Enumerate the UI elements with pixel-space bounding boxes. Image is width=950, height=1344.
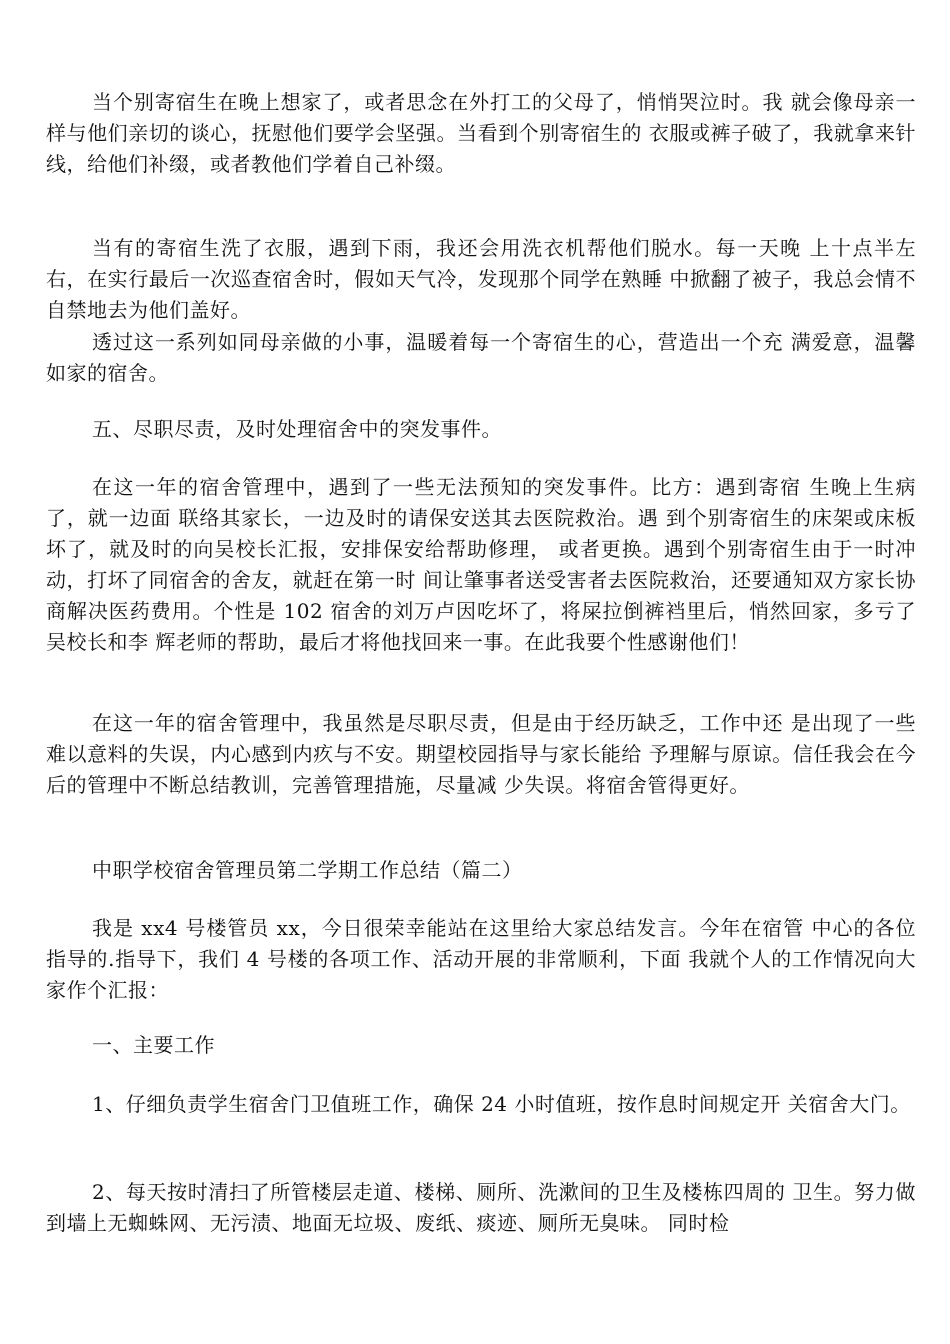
document-subtitle-part-two: 中职学校宿舍管理员第二学期工作总结（篇二）: [92, 858, 523, 882]
paragraph-warm-dormitory: 透过这一系列如同母亲做的小事，温暖着每一个寄宿生的心，营造出一个充 满爱意，温馨如家的宿舍。: [46, 330, 916, 385]
paragraph-laundry-and-night-check: 当有的寄宿生洗了衣服，遇到下雨，我还会用洗衣机帮他们脱水。每一天晚 上十点半左右，在实行最后一次巡查宿舍时，假如天气冷，发现那个同学在熟睡 中掀翻了被子，我总会情不自禁地去为他们盖好。: [46, 236, 916, 322]
section-heading-five: 五、尽职尽责，及时处理宿舍中的突发事件。: [92, 417, 502, 441]
paragraph-emergencies: 在这一年的宿舍管理中，遇到了一些无法预知的突发事件。比方：遇到寄宿 生晚上生病了，就一边面 联络其家长，一边及时的请保安送其去医院救治。遇 到个别寄宿生的床架或床板坏了，就及时的向吴校长汇报，安排保安给帮助修理， 或者更换。遇到个别寄宿生由于一时冲动，打坏了同宿舍的舍友，就赶在第一时 间让肇事者送受害者去医院救治，还要通知双方家长协商解决医药费用。个性是 102 宿舍的刘万卢因吃坏了，将屎拉倒裤裆里后，悄然回家，多亏了吴校长和李 辉老师的帮助，最后才将他找回来一事。在此我要个性感谢他们！: [46, 475, 916, 654]
paragraph-work-item-2: 2、每天按时清扫了所管楼层走道、楼梯、厕所、洗漱间的卫生及楼栋四周的 卫生。努力做到墙上无蜘蛛网、无污渍、地面无垃圾、废纸、痰迹、厕所无臭味。 同时检: [46, 1180, 916, 1235]
section-heading-main-work: 一、主要工作: [92, 1033, 215, 1057]
paragraph-homesick-students: 当个别寄宿生在晚上想家了，或者思念在外打工的父母了，悄悄哭泣时。我 就会像母亲一样与他们亲切的谈心，抚慰他们要学会坚强。当看到个别寄宿生的 衣服或裤子破了，我就拿来针线，给他们补缀，或者教他们学着自己补缀。: [46, 90, 916, 176]
paragraph-reflection: 在这一年的宿舍管理中，我虽然是尽职尽责，但是由于经历缺乏，工作中还 是出现了一些难以意料的失误，内心感到内疚与不安。期望校园指导与家长能给 予理解与原谅。信任我会在今后的管理中不断总结教训，完善管理措施，尽量减 少失误。将宿舍管得更好。: [46, 711, 916, 797]
paragraph-work-item-1: 1、仔细负责学生宿舍门卫值班工作，确保 24 小时值班，按作息时间规定开 关宿舍大门。: [92, 1092, 911, 1116]
paragraph-introduction: 我是 xx4 号楼管员 xx，今日很荣幸能站在这里给大家总结发言。今年在宿管 中心的各位指导的.指导下，我们 4 号楼的各项工作、活动开展的非常顺利，下面 我就个人的工作情况向大家作个汇报：: [46, 916, 916, 1002]
